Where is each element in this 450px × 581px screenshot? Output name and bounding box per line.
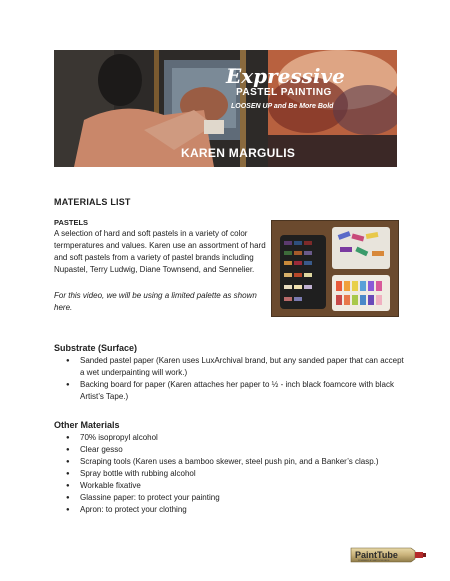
list-item: ● Clear gesso — [54, 444, 404, 456]
list-item: ● 70% isopropyl alcohol — [54, 432, 404, 444]
list-item: ● Apron: to protect your clothing — [54, 504, 404, 516]
logo-text: PaintTube — [355, 550, 398, 560]
course-title: PASTEL PAINTING — [236, 87, 332, 98]
pastels-note: For this video, we will be using a limited palette as shown here. — [54, 291, 257, 312]
other-materials-heading: Other Materials — [54, 420, 120, 430]
list-item: ● Scraping tools (Karen uses a bamboo skewer, steel push pin, and a Banker’s clasp.) — [54, 456, 404, 468]
materials-heading: MATERIALS LIST — [54, 197, 131, 207]
pastels-description: A selection of hard and soft pastels in a variety of color termperatures and values. Karen use an assortment of hard and soft pastels from a variety of pastel brands including Nupastel, Terry Ludwig, Diane Townsend, and Sennelier. — [54, 229, 266, 274]
course-title-script: Expressive — [226, 64, 345, 88]
course-subtitle: LOOSEN UP and Be More Bold — [231, 103, 334, 110]
painttube-logo — [349, 544, 427, 566]
list-item: ● Sanded pastel paper (Karen uses LuxArchival brand, but any sanded paper that can accept a wet underpainting will work.) — [54, 355, 404, 379]
list-item: ● Spray bottle with rubbing alcohol — [54, 468, 404, 480]
pastel-palette-photo — [271, 220, 399, 317]
artist-name: KAREN MARGULIS — [181, 146, 296, 160]
list-item: ● Workable fixative — [54, 480, 404, 492]
substrate-list — [54, 355, 404, 403]
pastel-palette-illustration — [272, 221, 398, 316]
other-materials-list — [54, 432, 404, 516]
pastels-heading: PASTELS — [54, 218, 89, 227]
list-item: ● Backing board for paper (Karen attaches her paper to ½ - inch black foamcore with black Artist’s Tape.) — [54, 379, 404, 403]
substrate-heading: Substrate (Surface) — [54, 343, 138, 353]
paint-tube-icon — [349, 544, 427, 566]
list-item: ● Glassine paper: to protect your painting — [54, 492, 404, 504]
logo-tagline: POWERED BY ARTISTWORKS — [358, 560, 390, 563]
